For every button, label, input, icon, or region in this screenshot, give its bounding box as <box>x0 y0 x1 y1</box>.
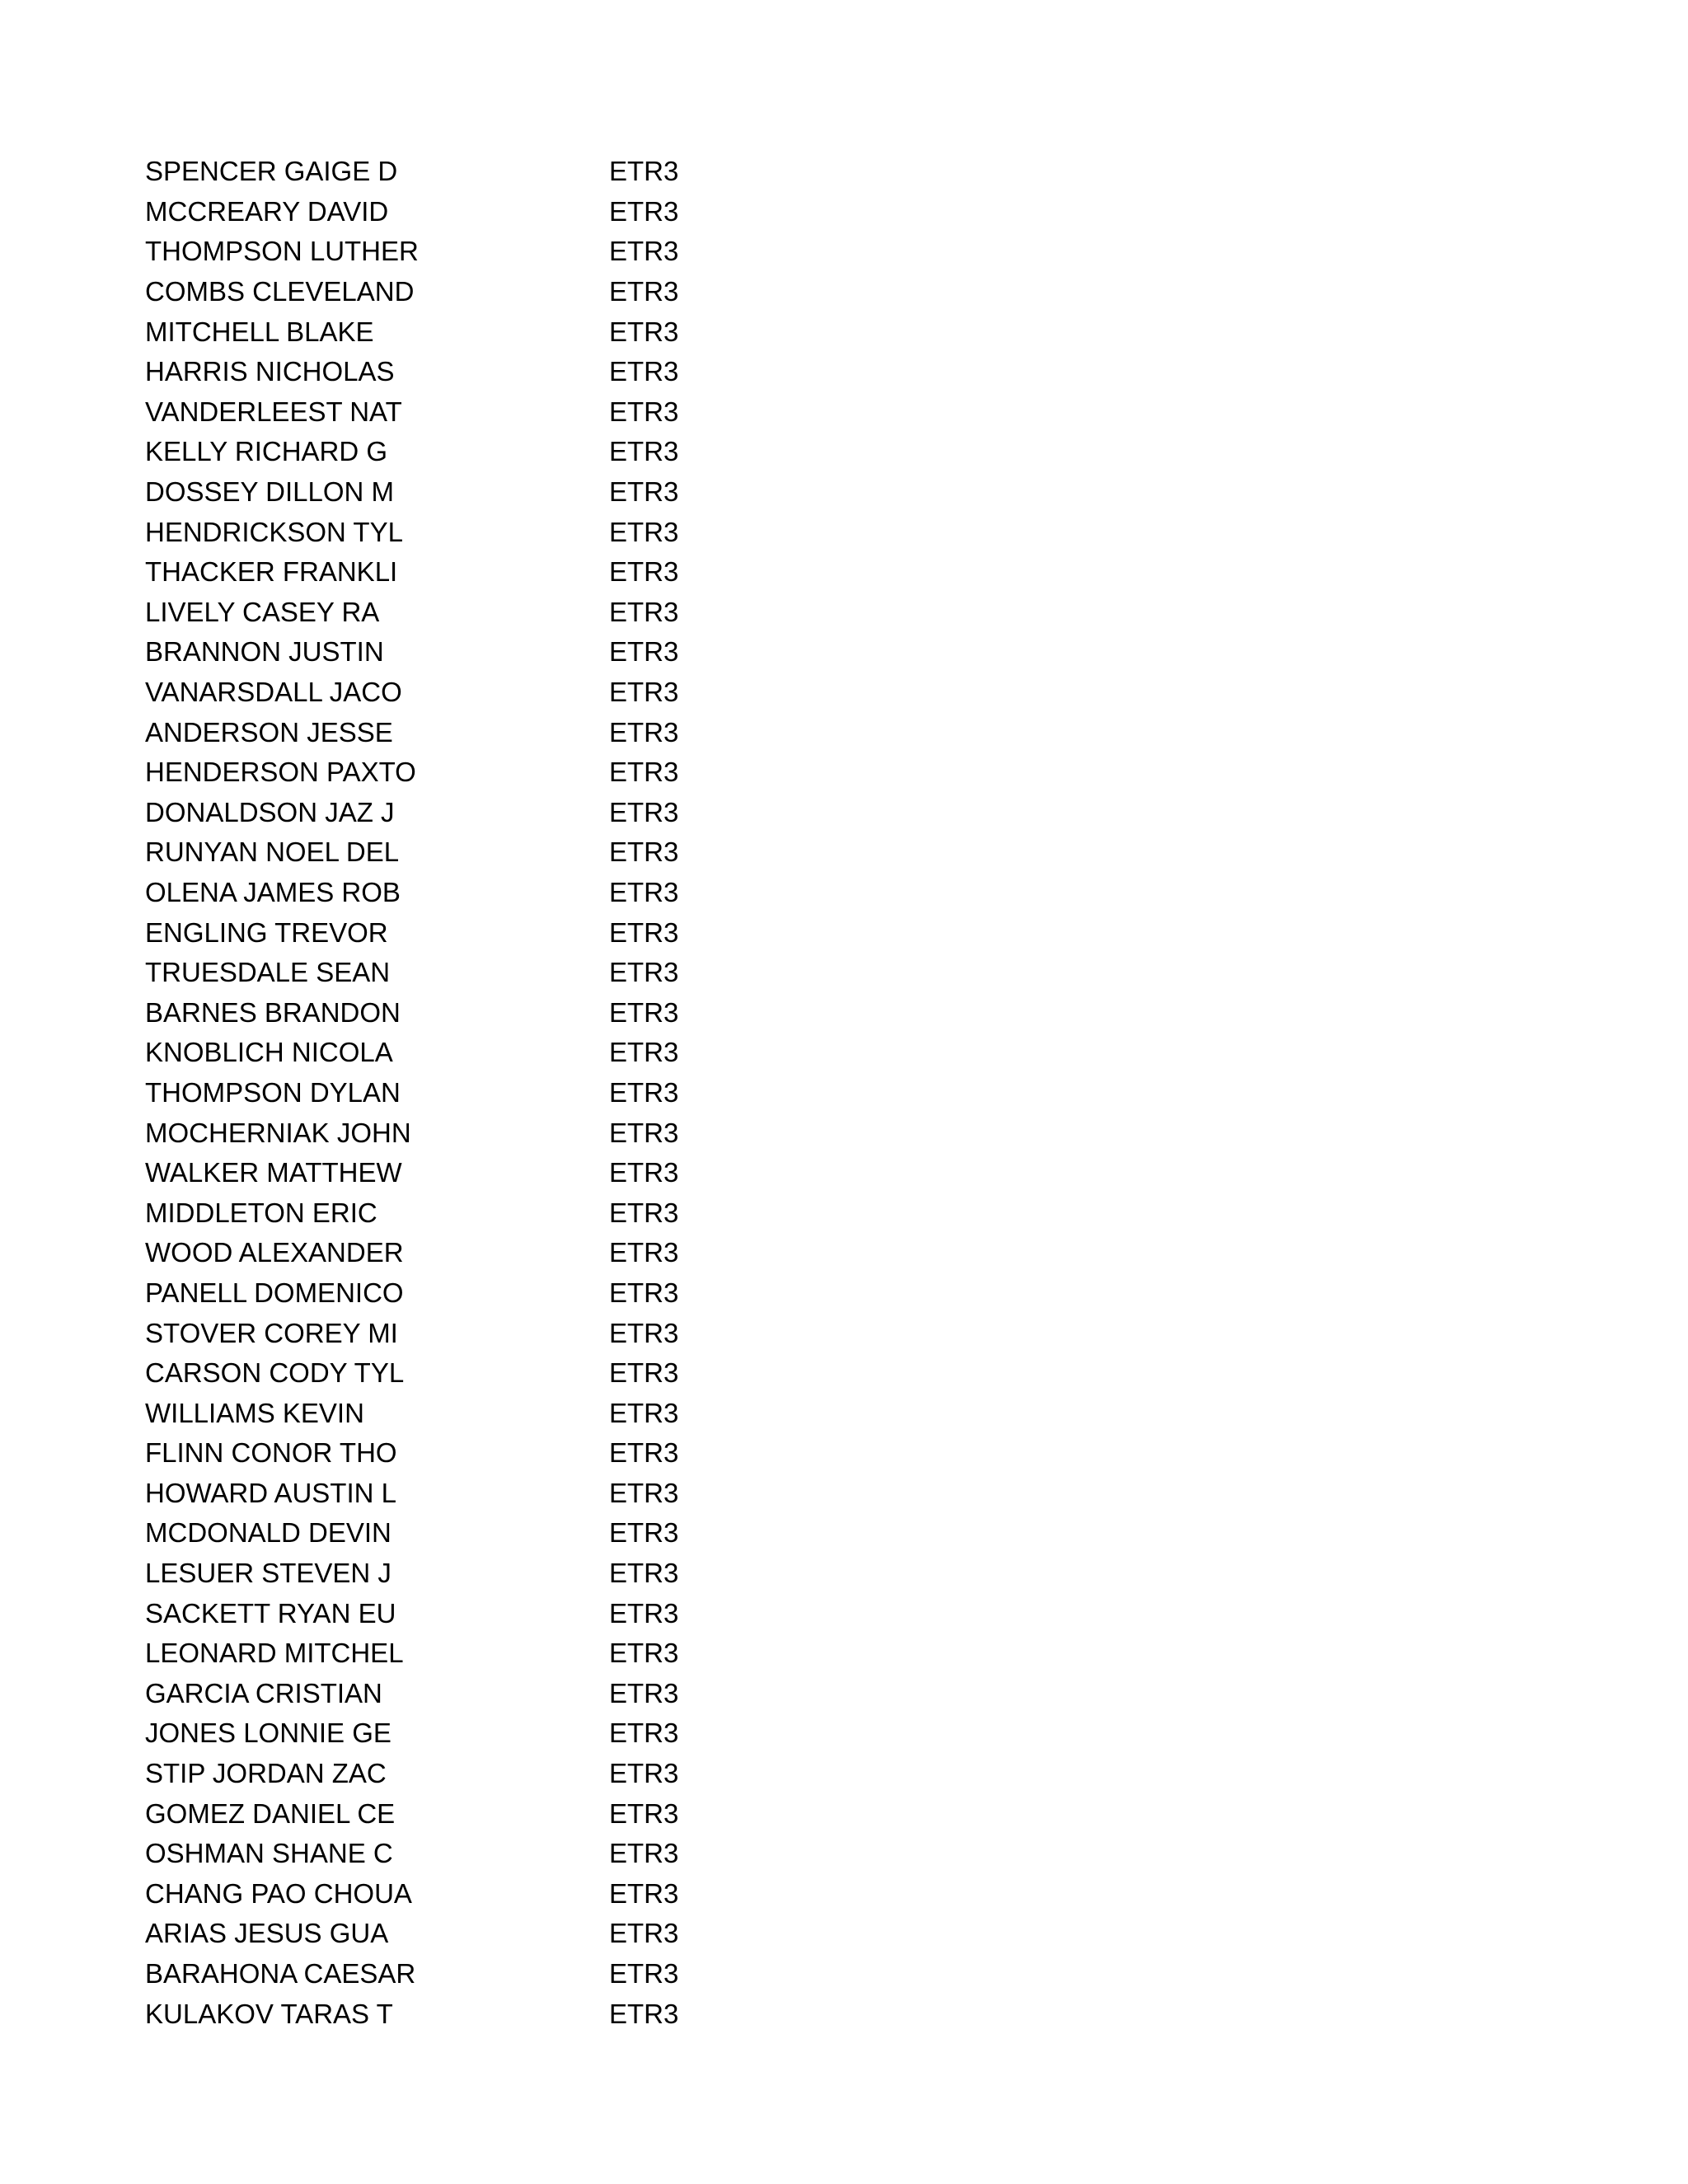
person-name: LESUER STEVEN J <box>145 1558 392 1589</box>
person-name: GOMEZ DANIEL CE <box>145 1797 396 1829</box>
list-item <box>145 832 887 873</box>
person-name: HENDERSON PAXTO <box>145 757 416 788</box>
person-name: MIDDLETON ERIC <box>145 1197 377 1228</box>
rate-code: ETR3 <box>609 1918 679 1949</box>
list-item <box>145 1994 887 2034</box>
list-item <box>145 1474 887 1514</box>
list-item <box>145 1834 887 1874</box>
name-rate-list <box>145 152 887 2034</box>
rate-code: ETR3 <box>609 516 679 547</box>
rate-code: ETR3 <box>609 837 679 868</box>
list-item <box>145 152 887 192</box>
rate-code: ETR3 <box>609 1958 679 1990</box>
rate-code: ETR3 <box>609 1076 679 1108</box>
rate-code: ETR3 <box>609 1357 679 1389</box>
list-item <box>145 1313 887 1353</box>
rate-code: ETR3 <box>609 195 679 227</box>
person-name: MITCHELL BLAKE <box>145 316 374 347</box>
list-item <box>145 873 887 913</box>
person-name: GARCIA CRISTIAN <box>145 1677 382 1708</box>
list-item <box>145 793 887 833</box>
person-name: HOWARD AUSTIN L <box>145 1477 396 1508</box>
person-name: STIP JORDAN ZAC <box>145 1758 387 1789</box>
list-item <box>145 1073 887 1113</box>
person-name: CARSON CODY TYL <box>145 1357 405 1389</box>
list-item <box>145 1113 887 1153</box>
person-name: LIVELY CASEY RA <box>145 596 380 627</box>
list-item <box>145 992 887 1033</box>
list-item <box>145 312 887 352</box>
person-name: HARRIS NICHOLAS <box>145 356 395 387</box>
list-item <box>145 192 887 232</box>
list-item <box>145 1554 887 1594</box>
person-name: CHANG PAO CHOUA <box>145 1877 412 1909</box>
list-item <box>145 1033 887 1073</box>
rate-code: ETR3 <box>609 1998 679 2029</box>
person-name: ANDERSON JESSE <box>145 716 393 748</box>
rate-code: ETR3 <box>609 356 679 387</box>
rate-code: ETR3 <box>609 1718 679 1749</box>
person-name: BARNES BRANDON <box>145 996 401 1028</box>
person-name: KNOBLICH NICOLA <box>145 1037 393 1068</box>
rate-code: ETR3 <box>609 1758 679 1789</box>
person-name: LEONARD MITCHEL <box>145 1638 404 1669</box>
list-item <box>145 432 887 472</box>
list-item <box>145 1153 887 1193</box>
rate-code: ETR3 <box>609 1037 679 1068</box>
person-name: WOOD ALEXANDER <box>145 1237 404 1268</box>
rate-code: ETR3 <box>609 1558 679 1589</box>
rate-code: ETR3 <box>609 1277 679 1308</box>
person-name: ARIAS JESUS GUA <box>145 1918 389 1949</box>
rate-code: ETR3 <box>609 1157 679 1188</box>
list-item <box>145 1433 887 1474</box>
person-name: PANELL DOMENICO <box>145 1277 404 1308</box>
rate-code: ETR3 <box>609 1397 679 1428</box>
list-item <box>145 1593 887 1633</box>
list-item <box>145 1914 887 1954</box>
rate-code: ETR3 <box>609 957 679 988</box>
person-name: FLINN CONOR THO <box>145 1437 397 1469</box>
person-name: VANARSDALL JACO <box>145 677 402 708</box>
person-name: DONALDSON JAZ J <box>145 796 395 827</box>
list-item <box>145 632 887 673</box>
person-name: WILLIAMS KEVIN <box>145 1397 364 1428</box>
rate-code: ETR3 <box>609 916 679 948</box>
person-name: HENDRICKSON TYL <box>145 516 403 547</box>
list-item <box>145 1713 887 1754</box>
list-item <box>145 1273 887 1314</box>
list-item <box>145 953 887 993</box>
person-name: SACKETT RYAN EU <box>145 1597 396 1629</box>
rate-code: ETR3 <box>609 316 679 347</box>
person-name: SPENCER GAIGE D <box>145 156 398 187</box>
rate-code: ETR3 <box>609 236 679 267</box>
list-item <box>145 1233 887 1273</box>
rate-code: ETR3 <box>609 1677 679 1708</box>
person-name: VANDERLEEST NAT <box>145 396 402 427</box>
list-item <box>145 1954 887 1994</box>
person-name: DOSSEY DILLON M <box>145 476 394 508</box>
rate-code: ETR3 <box>609 596 679 627</box>
list-item <box>145 712 887 752</box>
person-name: BARAHONA CAESAR <box>145 1958 416 1990</box>
list-item <box>145 232 887 272</box>
rate-code: ETR3 <box>609 1517 679 1549</box>
list-item <box>145 1793 887 1834</box>
rate-code: ETR3 <box>609 677 679 708</box>
list-item <box>145 392 887 433</box>
person-name: JONES LONNIE GE <box>145 1718 392 1749</box>
list-item <box>145 752 887 793</box>
list-item <box>145 1513 887 1554</box>
list-item <box>145 1633 887 1674</box>
rate-code: ETR3 <box>609 1877 679 1909</box>
rate-code: ETR3 <box>609 1237 679 1268</box>
rate-code: ETR3 <box>609 1638 679 1669</box>
rate-code: ETR3 <box>609 1797 679 1829</box>
person-name: MCDONALD DEVIN <box>145 1517 392 1549</box>
list-item <box>145 512 887 552</box>
rate-code: ETR3 <box>609 1317 679 1348</box>
rate-code: ETR3 <box>609 156 679 187</box>
rate-code: ETR3 <box>609 757 679 788</box>
person-name: THOMPSON DYLAN <box>145 1076 401 1108</box>
rate-code: ETR3 <box>609 396 679 427</box>
rate-code: ETR3 <box>609 556 679 588</box>
rate-code: ETR3 <box>609 1838 679 1869</box>
list-item <box>145 1193 887 1233</box>
person-name: KULAKOV TARAS T <box>145 1998 393 2029</box>
list-item <box>145 552 887 593</box>
person-name: THOMPSON LUTHER <box>145 236 419 267</box>
list-item <box>145 1674 887 1714</box>
list-item <box>145 472 887 513</box>
rate-code: ETR3 <box>609 1197 679 1228</box>
person-name: THACKER FRANKLI <box>145 556 398 588</box>
person-name: OLENA JAMES ROB <box>145 876 401 907</box>
rate-code: ETR3 <box>609 1437 679 1469</box>
person-name: WALKER MATTHEW <box>145 1157 402 1188</box>
person-name: RUNYAN NOEL DEL <box>145 837 400 868</box>
list-item <box>145 1874 887 1915</box>
list-item <box>145 1393 887 1433</box>
rate-code: ETR3 <box>609 476 679 508</box>
list-item <box>145 272 887 312</box>
rate-code: ETR3 <box>609 1477 679 1508</box>
person-name: STOVER COREY MI <box>145 1317 398 1348</box>
list-item <box>145 912 887 953</box>
person-name: BRANNON JUSTIN <box>145 636 384 668</box>
rate-code: ETR3 <box>609 996 679 1028</box>
person-name: TRUESDALE SEAN <box>145 957 391 988</box>
list-item <box>145 673 887 713</box>
person-name: MCCREARY DAVID <box>145 195 389 227</box>
person-name: COMBS CLEVELAND <box>145 276 415 307</box>
rate-code: ETR3 <box>609 1117 679 1148</box>
rate-code: ETR3 <box>609 876 679 907</box>
rate-code: ETR3 <box>609 436 679 467</box>
list-item <box>145 1754 887 1794</box>
rate-code: ETR3 <box>609 636 679 668</box>
person-name: MOCHERNIAK JOHN <box>145 1117 411 1148</box>
rate-code: ETR3 <box>609 276 679 307</box>
rate-code: ETR3 <box>609 716 679 748</box>
rate-code: ETR3 <box>609 1597 679 1629</box>
person-name: ENGLING TREVOR <box>145 916 388 948</box>
person-name: KELLY RICHARD G <box>145 436 388 467</box>
person-name: OSHMAN SHANE C <box>145 1838 393 1869</box>
rate-code: ETR3 <box>609 796 679 827</box>
list-item <box>145 1353 887 1394</box>
list-item <box>145 352 887 392</box>
list-item <box>145 593 887 633</box>
